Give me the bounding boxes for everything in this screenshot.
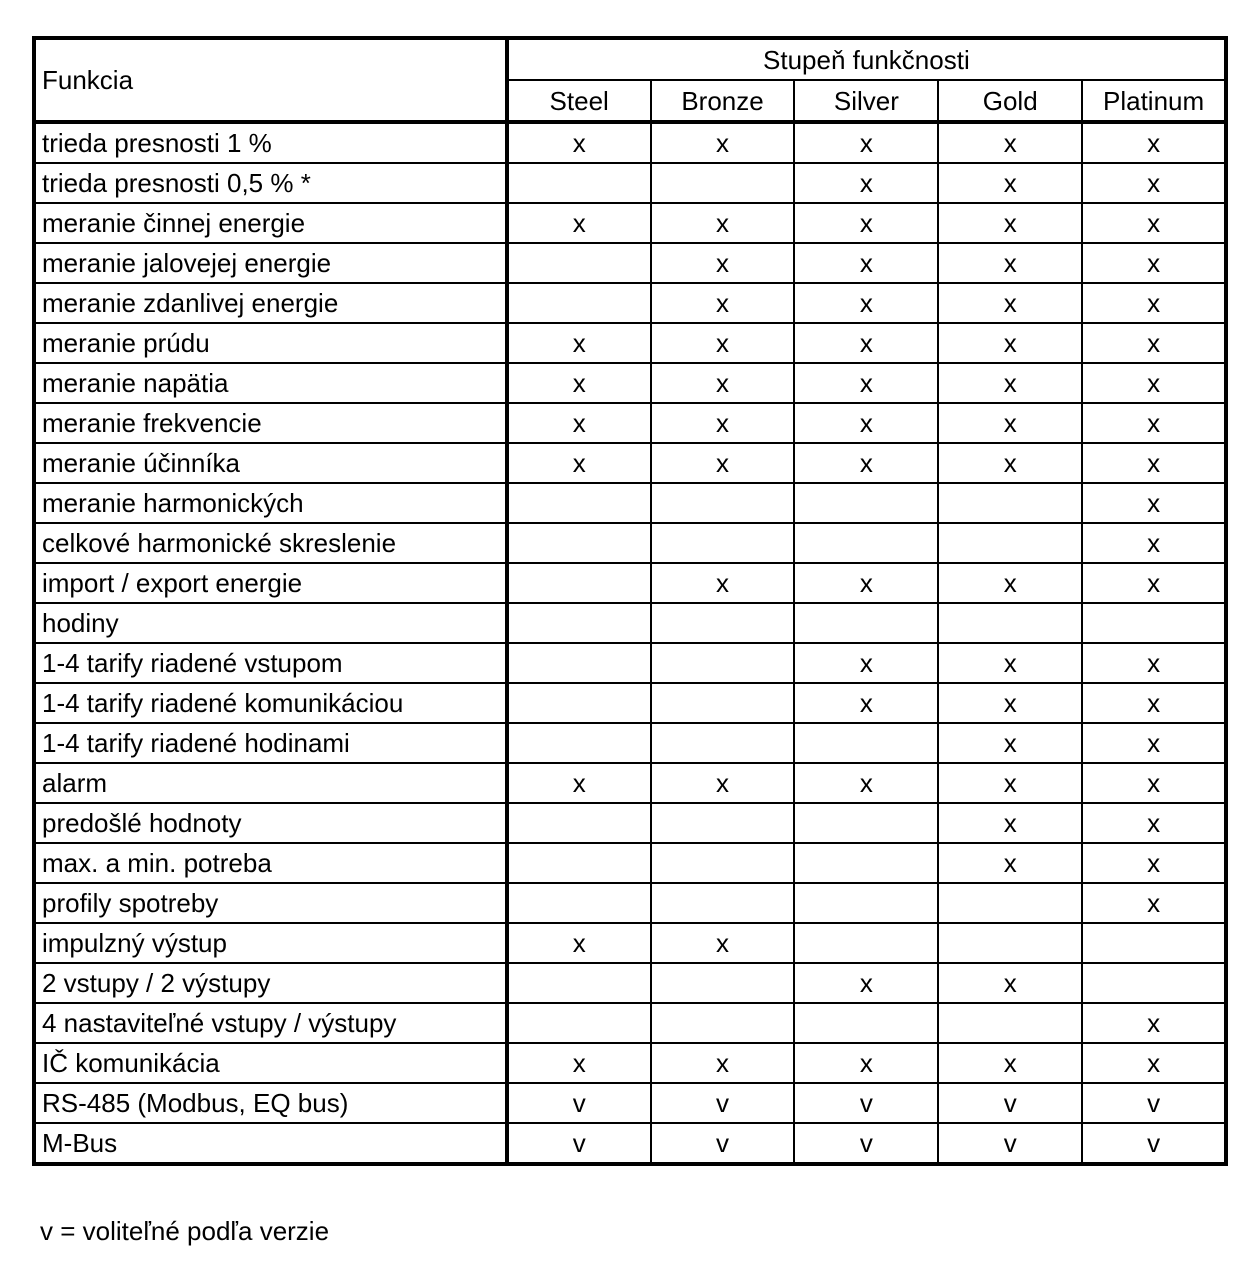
availability-cell-steel bbox=[507, 643, 651, 683]
row-function-label: meranie jalovejej energie bbox=[34, 243, 507, 283]
availability-cell-platinum: x bbox=[1082, 843, 1226, 883]
header-row-group bbox=[34, 38, 1226, 80]
table-row bbox=[34, 203, 1226, 243]
availability-cell-steel bbox=[507, 1003, 651, 1043]
availability-cell-bronze: x bbox=[651, 923, 795, 963]
availability-cell-silver: x bbox=[794, 963, 938, 1003]
availability-cell-platinum: x bbox=[1082, 643, 1226, 683]
table-row bbox=[34, 523, 1226, 563]
table-row bbox=[34, 723, 1226, 763]
availability-cell-bronze bbox=[651, 523, 795, 563]
table-row bbox=[34, 763, 1226, 803]
availability-cell-gold: v bbox=[938, 1083, 1082, 1123]
availability-cell-steel bbox=[507, 163, 651, 203]
availability-cell-platinum: x bbox=[1082, 163, 1226, 203]
availability-cell-silver: x bbox=[794, 323, 938, 363]
column-group-header-level: Stupeň funkčnosti bbox=[507, 38, 1226, 80]
table-row bbox=[34, 283, 1226, 323]
availability-cell-bronze: x bbox=[651, 323, 795, 363]
row-function-label: meranie frekvencie bbox=[34, 403, 507, 443]
availability-cell-steel: x bbox=[507, 323, 651, 363]
row-function-label: M-Bus bbox=[34, 1123, 507, 1164]
row-function-label: celkové harmonické skreslenie bbox=[34, 523, 507, 563]
availability-cell-gold: x bbox=[938, 163, 1082, 203]
column-header-gold: Gold bbox=[938, 80, 1082, 122]
availability-cell-gold: v bbox=[938, 1123, 1082, 1164]
availability-cell-gold bbox=[938, 923, 1082, 963]
availability-cell-silver bbox=[794, 1003, 938, 1043]
availability-cell-bronze bbox=[651, 723, 795, 763]
table-row bbox=[34, 443, 1226, 483]
availability-cell-steel: x bbox=[507, 203, 651, 243]
availability-cell-silver: x bbox=[794, 363, 938, 403]
availability-cell-platinum: x bbox=[1082, 1003, 1226, 1043]
availability-cell-silver bbox=[794, 483, 938, 523]
availability-cell-platinum: x bbox=[1082, 723, 1226, 763]
availability-cell-bronze bbox=[651, 803, 795, 843]
availability-cell-gold: x bbox=[938, 723, 1082, 763]
table-row bbox=[34, 843, 1226, 883]
availability-cell-bronze: v bbox=[651, 1123, 795, 1164]
row-function-label: trieda presnosti 1 % bbox=[34, 122, 507, 163]
column-header-platinum: Platinum bbox=[1082, 80, 1226, 122]
table-row bbox=[34, 163, 1226, 203]
table-row bbox=[34, 403, 1226, 443]
table-row bbox=[34, 363, 1226, 403]
availability-cell-gold bbox=[938, 523, 1082, 563]
row-function-label: IČ komunikácia bbox=[34, 1043, 507, 1083]
availability-cell-platinum: x bbox=[1082, 122, 1226, 163]
availability-cell-steel: x bbox=[507, 403, 651, 443]
availability-cell-gold: x bbox=[938, 683, 1082, 723]
table-row bbox=[34, 122, 1226, 163]
availability-cell-silver bbox=[794, 923, 938, 963]
availability-cell-steel bbox=[507, 563, 651, 603]
row-function-label: meranie harmonických bbox=[34, 483, 507, 523]
table-row bbox=[34, 243, 1226, 283]
table-row bbox=[34, 1003, 1226, 1043]
availability-cell-steel bbox=[507, 603, 651, 643]
row-function-label: meranie napätia bbox=[34, 363, 507, 403]
availability-cell-bronze bbox=[651, 603, 795, 643]
availability-cell-gold: x bbox=[938, 1043, 1082, 1083]
availability-cell-platinum bbox=[1082, 923, 1226, 963]
availability-cell-bronze bbox=[651, 883, 795, 923]
availability-cell-bronze bbox=[651, 683, 795, 723]
availability-cell-bronze: x bbox=[651, 363, 795, 403]
availability-cell-platinum: x bbox=[1082, 803, 1226, 843]
column-header-steel: Steel bbox=[507, 80, 651, 122]
availability-cell-gold: x bbox=[938, 283, 1082, 323]
availability-cell-steel: x bbox=[507, 443, 651, 483]
table-row bbox=[34, 563, 1226, 603]
row-function-label: 4 nastaviteľné vstupy / výstupy bbox=[34, 1003, 507, 1043]
row-function-label: 1-4 tarify riadené komunikáciou bbox=[34, 683, 507, 723]
availability-cell-gold: x bbox=[938, 643, 1082, 683]
availability-cell-bronze: x bbox=[651, 243, 795, 283]
availability-cell-bronze: x bbox=[651, 403, 795, 443]
availability-cell-platinum: x bbox=[1082, 683, 1226, 723]
row-function-label: hodiny bbox=[34, 603, 507, 643]
availability-cell-silver bbox=[794, 523, 938, 563]
row-function-label: 1-4 tarify riadené vstupom bbox=[34, 643, 507, 683]
availability-cell-platinum bbox=[1082, 603, 1226, 643]
availability-cell-steel: v bbox=[507, 1123, 651, 1164]
availability-cell-silver: x bbox=[794, 683, 938, 723]
table-row bbox=[34, 923, 1226, 963]
availability-cell-silver: x bbox=[794, 203, 938, 243]
availability-cell-silver bbox=[794, 603, 938, 643]
availability-cell-platinum: x bbox=[1082, 763, 1226, 803]
availability-cell-gold: x bbox=[938, 843, 1082, 883]
row-function-label: import / export energie bbox=[34, 563, 507, 603]
availability-cell-platinum: x bbox=[1082, 443, 1226, 483]
availability-cell-platinum: x bbox=[1082, 243, 1226, 283]
table-body bbox=[34, 122, 1226, 1164]
row-function-label: meranie účinníka bbox=[34, 443, 507, 483]
availability-cell-silver: x bbox=[794, 1043, 938, 1083]
availability-cell-steel bbox=[507, 283, 651, 323]
availability-cell-silver: x bbox=[794, 443, 938, 483]
row-function-label: 1-4 tarify riadené hodinami bbox=[34, 723, 507, 763]
availability-cell-silver: v bbox=[794, 1083, 938, 1123]
availability-cell-platinum bbox=[1082, 963, 1226, 1003]
table-row bbox=[34, 803, 1226, 843]
availability-cell-steel: x bbox=[507, 363, 651, 403]
table-row bbox=[34, 323, 1226, 363]
table-row bbox=[34, 883, 1226, 923]
availability-cell-steel bbox=[507, 523, 651, 563]
availability-cell-platinum: x bbox=[1082, 283, 1226, 323]
feature-comparison-table bbox=[32, 36, 1228, 1166]
availability-cell-steel bbox=[507, 243, 651, 283]
availability-cell-silver bbox=[794, 723, 938, 763]
availability-cell-platinum: x bbox=[1082, 1043, 1226, 1083]
availability-cell-gold: x bbox=[938, 963, 1082, 1003]
table-row bbox=[34, 1123, 1226, 1164]
availability-cell-platinum: x bbox=[1082, 323, 1226, 363]
availability-cell-silver: x bbox=[794, 283, 938, 323]
availability-cell-silver bbox=[794, 883, 938, 923]
row-function-label: trieda presnosti 0,5 % * bbox=[34, 163, 507, 203]
row-function-label: RS-485 (Modbus, EQ bus) bbox=[34, 1083, 507, 1123]
availability-cell-gold bbox=[938, 883, 1082, 923]
availability-cell-platinum: x bbox=[1082, 203, 1226, 243]
row-function-label: max. a min. potreba bbox=[34, 843, 507, 883]
row-function-label: profily spotreby bbox=[34, 883, 507, 923]
availability-cell-bronze: x bbox=[651, 1043, 795, 1083]
availability-cell-silver: x bbox=[794, 643, 938, 683]
availability-cell-platinum: x bbox=[1082, 363, 1226, 403]
availability-cell-silver: x bbox=[794, 243, 938, 283]
availability-cell-bronze: x bbox=[651, 203, 795, 243]
availability-cell-platinum: v bbox=[1082, 1123, 1226, 1164]
availability-cell-steel: v bbox=[507, 1083, 651, 1123]
legend-footnote: v = voliteľné podľa verzie bbox=[40, 1216, 330, 1246]
availability-cell-steel: x bbox=[507, 923, 651, 963]
availability-cell-steel: x bbox=[507, 1043, 651, 1083]
availability-cell-silver: x bbox=[794, 403, 938, 443]
availability-cell-steel: x bbox=[507, 122, 651, 163]
availability-cell-gold: x bbox=[938, 363, 1082, 403]
availability-cell-bronze: x bbox=[651, 122, 795, 163]
availability-cell-bronze: v bbox=[651, 1083, 795, 1123]
availability-cell-silver: v bbox=[794, 1123, 938, 1164]
availability-cell-gold: x bbox=[938, 243, 1082, 283]
availability-cell-silver bbox=[794, 803, 938, 843]
row-function-label: impulzný výstup bbox=[34, 923, 507, 963]
availability-cell-gold: x bbox=[938, 403, 1082, 443]
availability-cell-gold bbox=[938, 603, 1082, 643]
availability-cell-silver: x bbox=[794, 122, 938, 163]
availability-cell-gold: x bbox=[938, 203, 1082, 243]
availability-cell-gold: x bbox=[938, 563, 1082, 603]
availability-cell-platinum: x bbox=[1082, 563, 1226, 603]
availability-cell-bronze bbox=[651, 1003, 795, 1043]
table-header bbox=[34, 38, 1226, 122]
availability-cell-steel bbox=[507, 683, 651, 723]
availability-cell-steel bbox=[507, 723, 651, 763]
availability-cell-gold: x bbox=[938, 323, 1082, 363]
availability-cell-steel bbox=[507, 843, 651, 883]
availability-cell-steel bbox=[507, 883, 651, 923]
availability-cell-bronze bbox=[651, 163, 795, 203]
availability-cell-silver: x bbox=[794, 563, 938, 603]
row-function-label: meranie zdanlivej energie bbox=[34, 283, 507, 323]
availability-cell-gold bbox=[938, 1003, 1082, 1043]
availability-cell-steel bbox=[507, 803, 651, 843]
row-function-label: 2 vstupy / 2 výstupy bbox=[34, 963, 507, 1003]
table-row bbox=[34, 643, 1226, 683]
availability-cell-bronze: x bbox=[651, 283, 795, 323]
availability-cell-gold: x bbox=[938, 763, 1082, 803]
availability-cell-silver: x bbox=[794, 163, 938, 203]
row-function-label: alarm bbox=[34, 763, 507, 803]
availability-cell-gold: x bbox=[938, 803, 1082, 843]
availability-cell-steel bbox=[507, 483, 651, 523]
row-function-label: meranie prúdu bbox=[34, 323, 507, 363]
table-row bbox=[34, 1043, 1226, 1083]
availability-cell-gold bbox=[938, 483, 1082, 523]
column-header-silver: Silver bbox=[794, 80, 938, 122]
availability-cell-platinum: v bbox=[1082, 1083, 1226, 1123]
table-row bbox=[34, 483, 1226, 523]
table-row bbox=[34, 603, 1226, 643]
row-function-label: predošlé hodnoty bbox=[34, 803, 507, 843]
availability-cell-platinum: x bbox=[1082, 883, 1226, 923]
table-row bbox=[34, 963, 1226, 1003]
availability-cell-bronze bbox=[651, 963, 795, 1003]
column-header-bronze: Bronze bbox=[651, 80, 795, 122]
table-row bbox=[34, 683, 1226, 723]
availability-cell-platinum: x bbox=[1082, 523, 1226, 563]
row-function-label: meranie činnej energie bbox=[34, 203, 507, 243]
availability-cell-platinum: x bbox=[1082, 403, 1226, 443]
availability-cell-bronze bbox=[651, 843, 795, 883]
availability-cell-steel bbox=[507, 963, 651, 1003]
availability-cell-bronze bbox=[651, 643, 795, 683]
availability-cell-gold: x bbox=[938, 443, 1082, 483]
availability-cell-bronze bbox=[651, 483, 795, 523]
availability-cell-bronze: x bbox=[651, 763, 795, 803]
availability-cell-bronze: x bbox=[651, 563, 795, 603]
availability-cell-gold: x bbox=[938, 122, 1082, 163]
availability-cell-platinum: x bbox=[1082, 483, 1226, 523]
availability-cell-silver: x bbox=[794, 763, 938, 803]
table-row bbox=[34, 1083, 1226, 1123]
availability-cell-bronze: x bbox=[651, 443, 795, 483]
availability-cell-silver bbox=[794, 843, 938, 883]
availability-cell-steel: x bbox=[507, 763, 651, 803]
column-header-function: Funkcia bbox=[34, 38, 507, 122]
